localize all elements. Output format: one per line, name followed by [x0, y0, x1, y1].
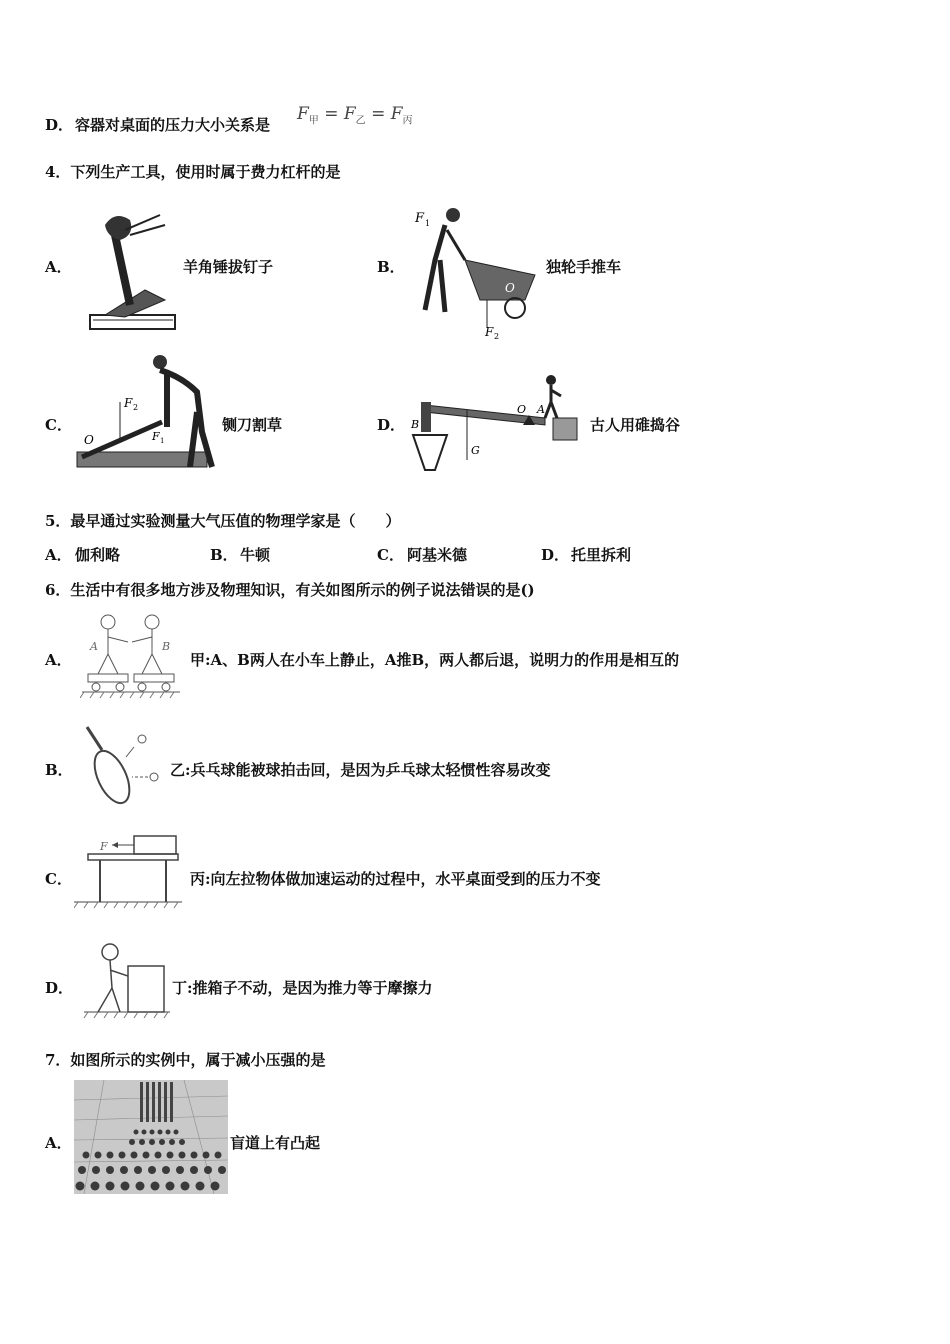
q6-option-c-text: 丙:向左拉物体做加速运动的过程中，水平桌面受到的压力不变	[190, 870, 601, 888]
paddle-ball-figure	[82, 722, 167, 810]
q5-option-a-label: A．	[45, 546, 72, 564]
q5-stem: 5．最早通过实验测量大气压值的物理学家是（ ）	[45, 512, 401, 530]
q4-option-c-text: 铡刀割草	[222, 416, 283, 434]
q6-option-b-text: 乙:兵乓球能被球拍击回，是因为乒乓球太轻惯性容易改变	[170, 761, 551, 779]
q4-option-d-label: D．	[377, 416, 406, 434]
q3-option-d-text: 容器对桌面的压力大小关系是	[75, 116, 271, 134]
q6-option-d-text: 丁:推箱子不动，是因为推力等于摩擦力	[172, 979, 433, 997]
q5-option-c-label: C．	[377, 546, 404, 564]
svg-text:1: 1	[160, 437, 165, 445]
tactile-paving-photo	[74, 1080, 228, 1194]
svg-text:G: G	[471, 444, 480, 457]
q3-formula: $F_甲 = F_乙 = F_丙$	[297, 104, 413, 127]
svg-text:1: 1	[425, 219, 431, 228]
svg-text:2: 2	[133, 403, 139, 412]
svg-text:F: F	[152, 430, 160, 443]
svg-text:A: A	[537, 403, 545, 416]
svg-text:2: 2	[494, 332, 500, 340]
q4-stem: 4．下列生产工具，使用时属于费力杠杆的是	[45, 163, 341, 181]
q4-option-b-text: 独轮手推车	[546, 258, 622, 276]
carts-push-figure	[80, 612, 185, 702]
push-box-figure	[80, 940, 172, 1025]
q6-option-c-label: C．	[45, 870, 72, 888]
svg-text:F: F	[124, 396, 133, 410]
q6-option-a-label: A．	[45, 651, 72, 669]
svg-text:F: F	[100, 840, 108, 853]
q7-stem: 7．如图所示的实例中，属于减小压强的是	[45, 1051, 326, 1069]
wheelbarrow-figure	[405, 200, 545, 340]
svg-text:O: O	[517, 403, 527, 416]
claw-hammer-figure	[85, 205, 180, 335]
q4-option-a-text: 羊角锤拔钉子	[183, 258, 274, 276]
svg-text:A: A	[90, 640, 98, 653]
svg-text:F: F	[485, 325, 494, 339]
q3-option-d-label: D．	[45, 116, 74, 134]
q5-option-a-text: 伽利略	[75, 546, 121, 564]
q6-option-b-label: B．	[45, 761, 73, 779]
q5-option-c-text: 阿基米德	[407, 546, 468, 564]
pestle-lever-figure	[405, 370, 585, 480]
svg-text:O: O	[505, 281, 515, 295]
q6-option-d-label: D．	[45, 979, 74, 997]
q4-option-c-label: C．	[45, 416, 72, 434]
q4-option-d-text: 古人用碓捣谷	[590, 416, 681, 434]
svg-text:F: F	[415, 211, 425, 226]
q5-option-b-text: 牛顿	[240, 546, 271, 564]
q4-option-b-label: B．	[377, 258, 405, 276]
q5-option-d-text: 托里拆利	[571, 546, 632, 564]
q4-option-a-label: A．	[45, 258, 72, 276]
q5-option-b-label: B．	[210, 546, 238, 564]
q5-option-d-label: D．	[541, 546, 570, 564]
svg-text:B: B	[411, 418, 420, 431]
q7-option-a-label: A．	[45, 1134, 72, 1152]
hay-cutter-figure	[72, 352, 222, 477]
q6-option-a-text: 甲:A、B两人在小车上静止，A推B，两人都后退，说明力的作用是相互的	[190, 651, 680, 669]
svg-text:O: O	[84, 433, 94, 447]
svg-text:B: B	[162, 640, 171, 653]
table-pull-figure	[74, 832, 184, 912]
q6-stem: 6．生活中有很多地方涉及物理知识，有关如图所示的例子说法错误的是()	[45, 581, 535, 599]
q7-option-a-text: 盲道上有凸起	[230, 1134, 321, 1152]
